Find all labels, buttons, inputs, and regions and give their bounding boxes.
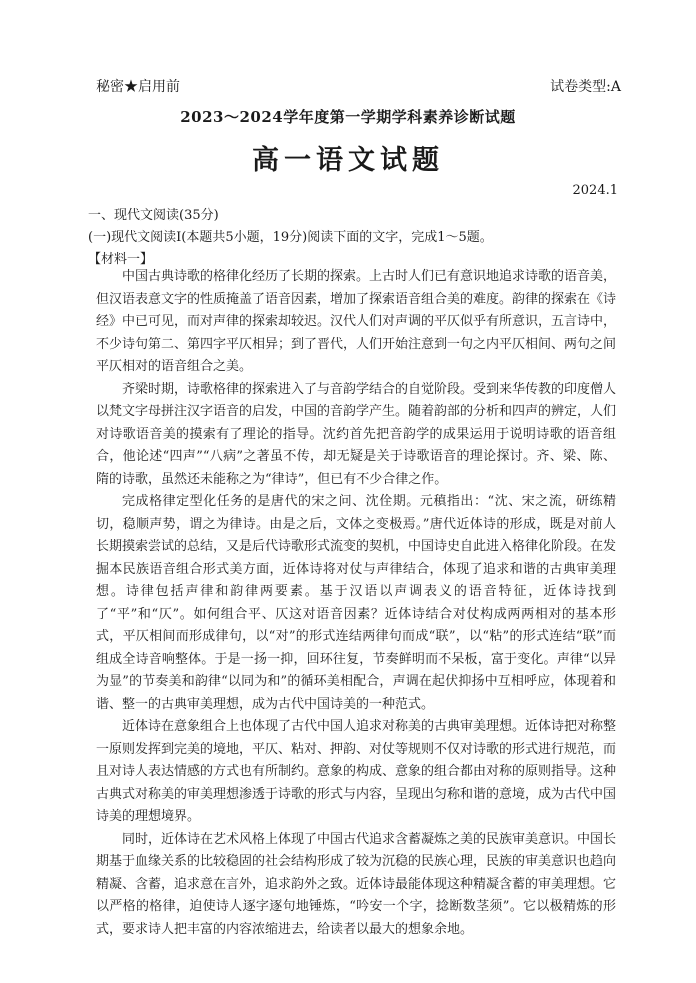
exam-date: 2024.1	[572, 183, 618, 198]
paragraph: 齐梁时期，诗歌格律的探索进入了与音韵学结合的自觉阶段。受到来华传教的印度僧人以梵文字母拼注汉字语音的启发，中国的音韵学产生。随着韵部的分析和四声的辨定，人们对诗歌语音美的摸索有了理论的指导。沈约首先把音韵学的成果运用于说明诗歌的语音组合，他论述“四声”“八病”之著虽不传，却无疑是关于诗歌语音的理论探讨。齐、梁、陈、隋的诗歌，虽然还未能称之为“律诗”，但已有不少合律之作。	[96, 381, 617, 487]
exam-title: 2023～2024学年度第一学期学科素养诊断试题	[180, 108, 516, 126]
paragraph: 完成格律定型化任务的是唐代的宋之问、沈佺期。元稹指出：“沈、宋之流，研练精切，稳顺声势，谓之为律诗。由是之后，文体之变极焉。”唐代近体诗的形成，既是对前人长期摸索尝试的总结，又是后代诗歌形式流变的契机，中国诗史自此进入格律化阶段。在发掘本民族语音组合形式美方面，近体诗将对仗与声律结合，体现了追求和谐的古典审美理想。诗律包括声律和韵律两要素。基于汉语以声调表义的语音特征，近体诗找到了“平”和“仄”。如何组合平、仄这对语音因素？近体诗结合对仗构成两两相对的基本形式，平仄相间而形成律句，以“对”的形式连结两律句而成“联”，以“粘”的形式连结“联”而组成全诗音响整体。于是一扬一抑，回环往复，节奏鲜明而不呆板，富于变化。声律“以异为显”的节奏美和韵律“以同为和”的循环美相配合，声调在起伏抑扬中互相呼应，体现着和谐、整一的古典审美理想，成为古代中国诗美的一种范式。	[96, 494, 617, 712]
section-heading: 一、现代文阅读(35分)	[88, 208, 219, 223]
subsection-heading: (一)现代文阅读Ⅰ(本题共5小题，19分)阅读下面的文字，完成1～5题。	[88, 230, 493, 245]
paragraph: 近体诗在意象组合上也体现了古代中国人追求对称美的古典审美理想。近体诗把对称整一原则发挥到完美的境地，平仄、粘对、押韵、对仗等规则不仅对诗歌的形式进行规范，而且对诗人表达情感的方式也有所制约。意象的构成、意象的组合都由对称的原则指导。这种古典式对称美的审美理想渗透于诗歌的形式与内容，呈现出匀称和谐的意境，成为古代中国诗美的理想境界。	[96, 719, 617, 824]
confidential-label: 秘密★启用前	[96, 79, 180, 95]
material-label: 【材料一】	[88, 252, 154, 267]
paper-type-label: 试卷类型:A	[550, 79, 621, 95]
paragraph: 中国古典诗歌的格律化经历了长期的探索。上古时人们已有意识地追求诗歌的语音美，但汉语表意文字的性质掩盖了语音因素，增加了探索语音组合美的难度。韵律的探索在《诗经》中已可见，而对声律的探索却较迟。汉代人们对声调的平仄似乎有所意识，五言诗中，不少诗句第二、第四字平仄相异；到了晋代，人们开始注意到一句之内平仄相间、两句之间平仄相对的语音组合之美。	[96, 269, 617, 374]
paragraph: 同时，近体诗在艺术风格上体现了中国古代追求含蓄凝炼之美的民族审美意识。中国长期基于血缘关系的比较稳固的社会结构形成了较为沉稳的民族心理，民族的审美意识也趋向精凝、含蓄，追求意在言外，追求韵外之致。近体诗最能体现这种精凝含蓄的审美理想。它以严格的格律，迫使诗人逐字逐句地锤炼，“吟安一个字，捻断数茎须”。它以极精炼的形式，要求诗人把丰富的内容浓缩进去，给读者以最大的想象余地。	[96, 831, 617, 937]
passage-body	[96, 266, 616, 941]
subject-title: 高一语文试题	[252, 145, 444, 176]
